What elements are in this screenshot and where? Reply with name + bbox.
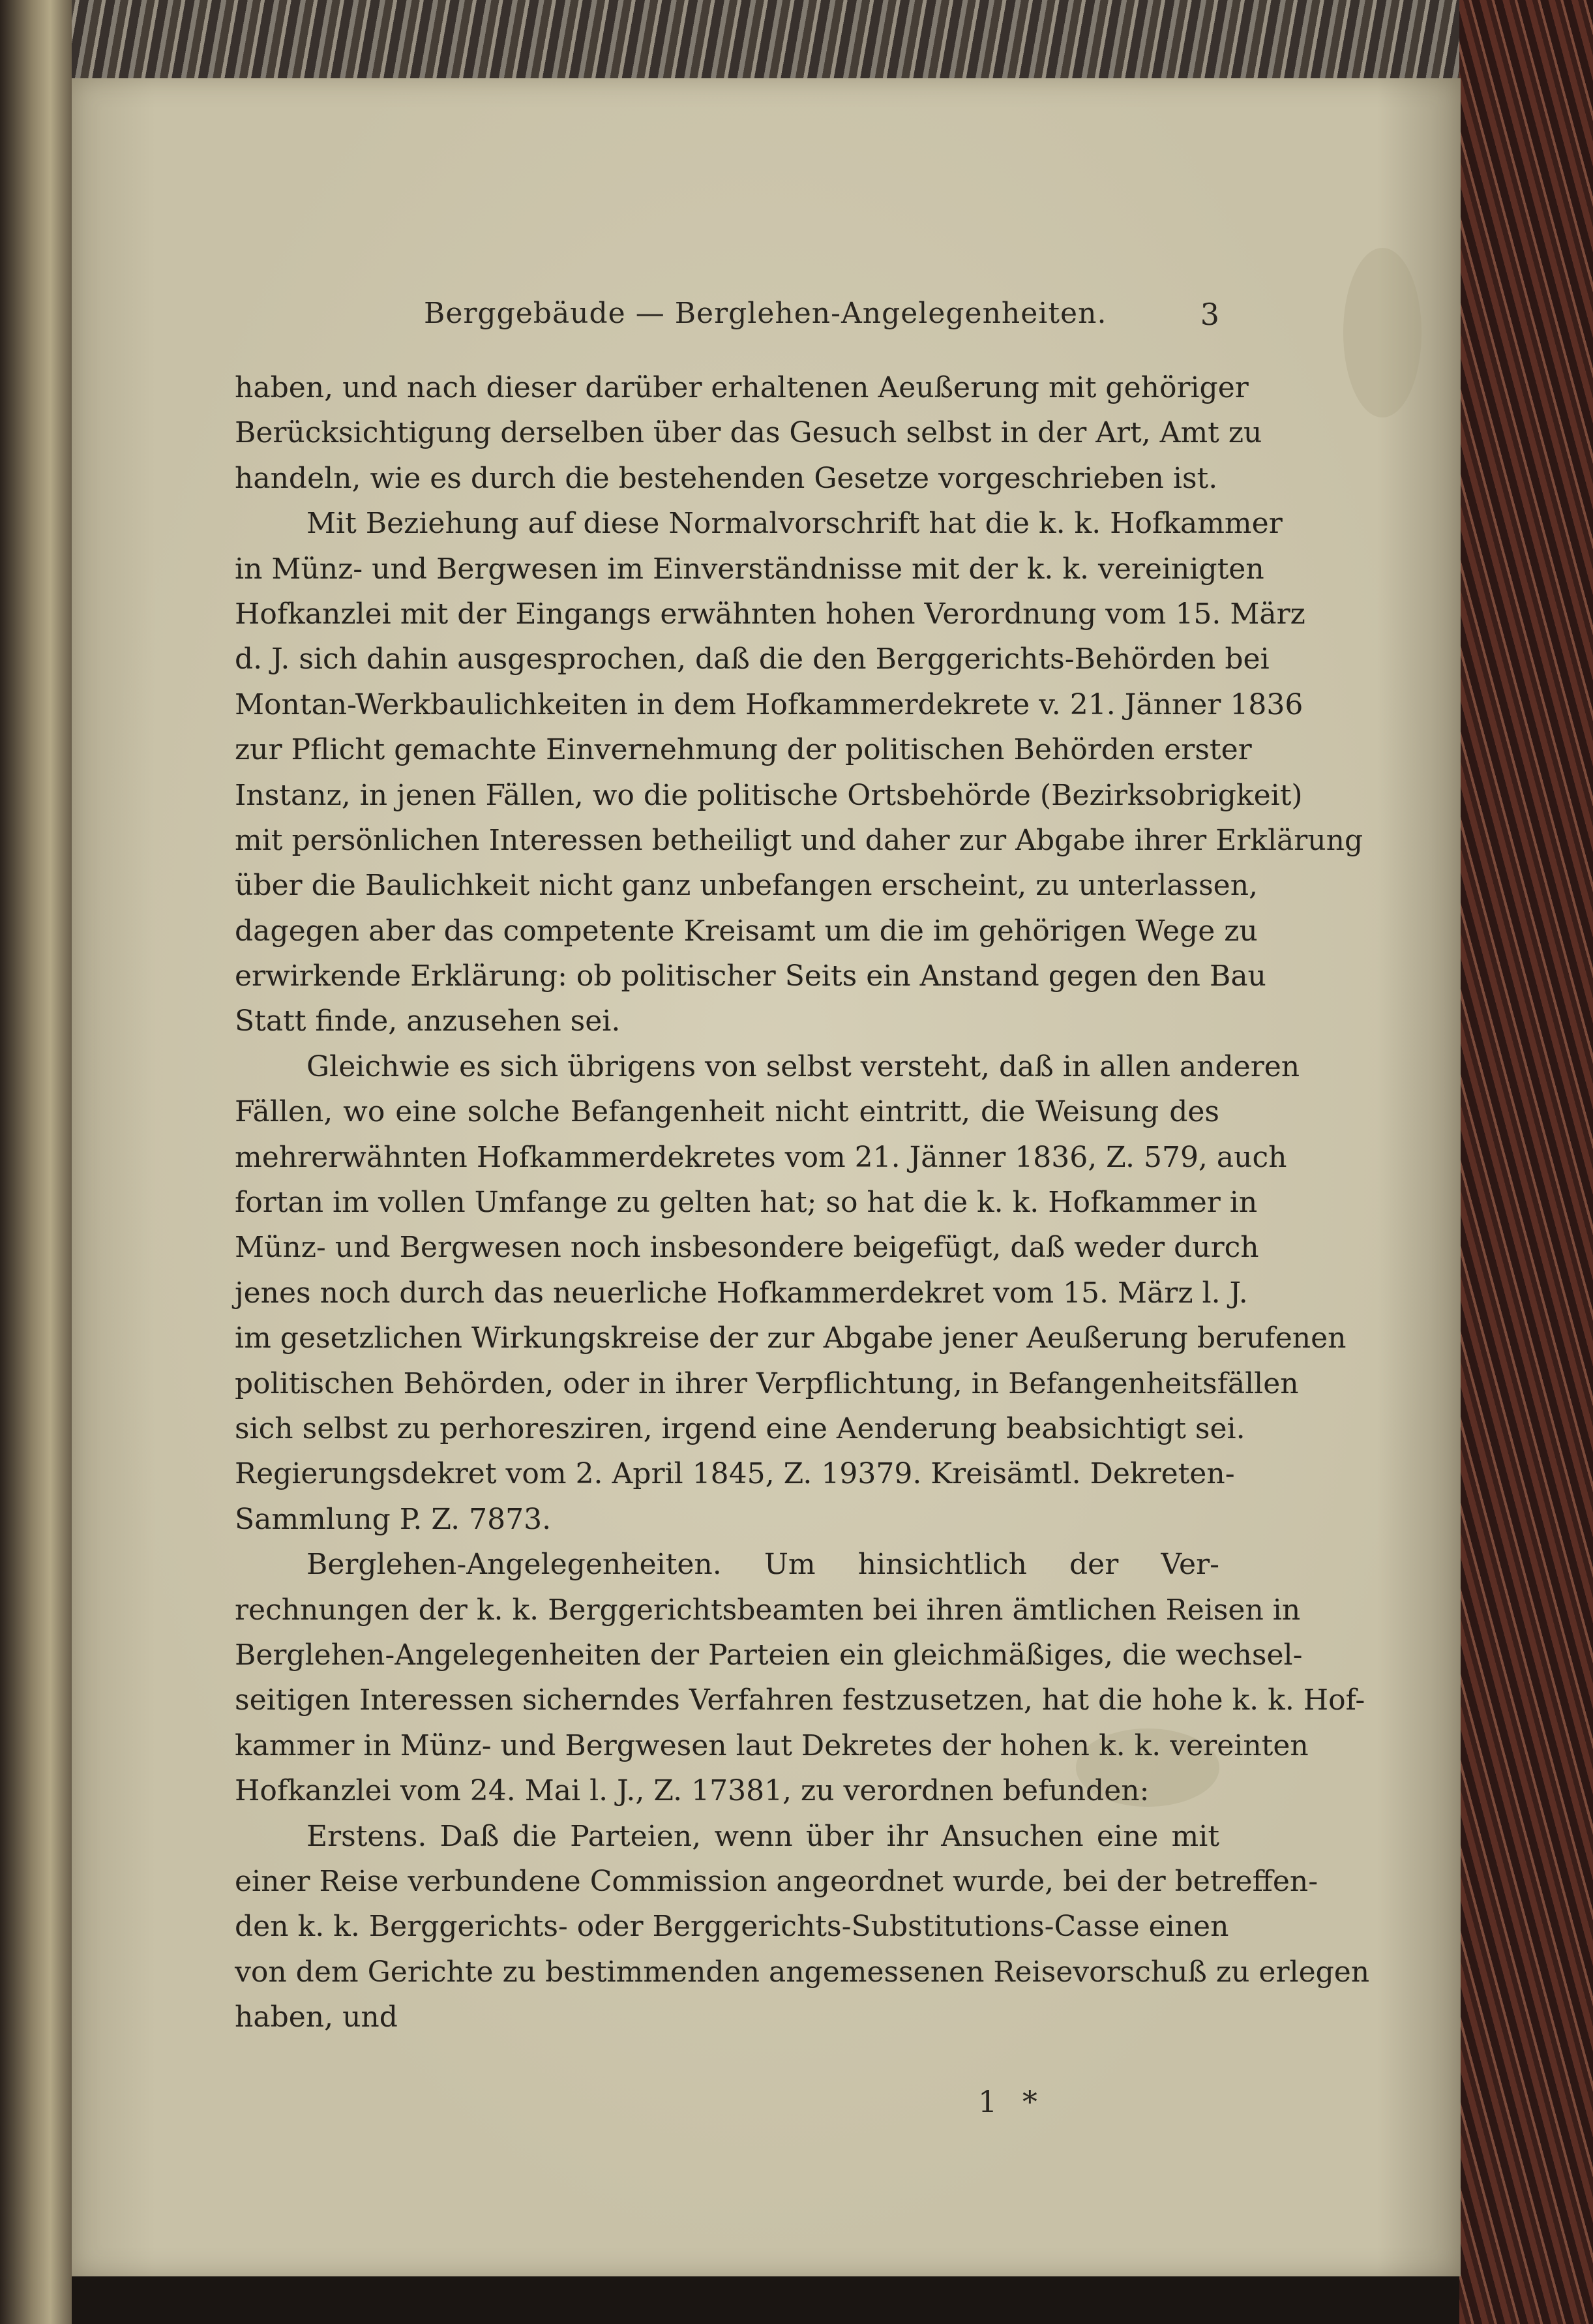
text-line: seitigen Interessen sicherndes Verfahren festzusetzen, hat die hohe k. k. Hof- — [235, 1683, 1365, 1717]
text-line: Fällen, wo eine solche Befangenheit nicht eintritt, die Weisung des — [235, 1095, 1219, 1129]
text-line: zur Pflicht gemachte Einvernehmung der politischen Behörden erster — [235, 733, 1252, 767]
text-line: Montan-Werkbaulichkeiten in dem Hofkammerdekrete v. 21. Jänner 1836 — [235, 687, 1303, 721]
text-line: in Münz- und Bergwesen im Einverständnisse mit der k. k. vereinigten — [235, 552, 1264, 586]
text-line: fortan im vollen Umfange zu gelten hat; so hat die k. k. Hofkammer in — [235, 1186, 1258, 1220]
text-line: den k. k. Berggerichts- oder Berggerichts-Substitutions-Casse einen — [235, 1910, 1229, 1944]
text-line: einer Reise verbundene Commission angeordnet wurde, bei der betreffen- — [235, 1864, 1318, 1898]
book-cover-edge — [1459, 0, 1593, 2324]
text-line: politischen Behörden, oder in ihrer Verpflichtung, in Befangenheitsfällen — [235, 1366, 1299, 1400]
running-head: Berggebäude — Berglehen-Angelegenheiten. — [424, 297, 1107, 330]
page-header — [235, 297, 1219, 336]
paper-stain — [1343, 248, 1422, 417]
text-line: Sammlung P. Z. 7873. — [235, 1502, 552, 1536]
text-line: jenes noch durch das neuerliche Hofkammerdekret vom 15. März l. J. — [235, 1276, 1248, 1310]
text-line: von dem Gerichte zu bestimmenden angemessenen Reisevorschuß zu erlegen — [235, 1955, 1370, 1989]
text-line: über die Baulichkeit nicht ganz unbefangen erscheint, zu unterlassen, — [235, 869, 1258, 903]
text-line: im gesetzlichen Wirkungskreise der zur Abgabe jener Aeußerung berufenen — [235, 1321, 1347, 1355]
text-line: Münz- und Bergwesen noch insbesondere beigefügt, daß weder durch — [235, 1231, 1259, 1265]
text-line: Mit Beziehung auf diese Normalvorschrift hat die k. k. Hofkammer — [306, 507, 1283, 541]
page-number: 3 — [1200, 297, 1219, 332]
text-line: Regierungsdekret vom 2. April 1845, Z. 19379. Kreisämtl. Dekreten- — [235, 1457, 1235, 1491]
text-line: haben, und — [235, 2000, 398, 2034]
text-line: handeln, wie es durch die bestehenden Gesetze vorgeschrieben ist. — [235, 461, 1218, 495]
text-line: Erstens. Daß die Parteien, wenn über ihr Ansuchen eine mit — [306, 1819, 1219, 1853]
text-line: Hofkanzlei mit der Eingangs erwähnten hohen Verordnung vom 15. März — [235, 597, 1305, 631]
text-line: kammer in Münz- und Bergwesen laut Dekretes der hohen k. k. vereinten — [235, 1728, 1309, 1762]
text-line: haben, und nach dieser darüber erhaltenen Aeußerung mit gehöriger — [235, 371, 1249, 404]
text-line: Hofkanzlei vom 24. Mai l. J., Z. 17381, zu verordnen befunden: — [235, 1774, 1150, 1808]
text-line: Gleichwie es sich übrigens von selbst versteht, daß in allen anderen — [306, 1049, 1300, 1083]
text-line: dagegen aber das competente Kreisamt um die im gehörigen Wege zu — [235, 914, 1258, 948]
text-line: mit persönlichen Interessen betheiligt und daher zur Abgabe ihrer Erklärung — [235, 823, 1363, 857]
text-line: Berglehen-Angelegenheiten der Parteien ein gleichmäßiges, die wechsel- — [235, 1638, 1303, 1672]
facing-page-edge — [0, 0, 72, 2324]
signature-mark: 1 * — [978, 2084, 1045, 2119]
text-line: mehrerwähnten Hofkammerdekretes vom 21. Jänner 1836, Z. 579, auch — [235, 1140, 1287, 1174]
text-line: d. J. sich dahin ausgesprochen, daß die den Berggerichts-Behörden bei — [235, 642, 1270, 676]
text-line: rechnungen der k. k. Berggerichtsbeamten bei ihren ämtlichen Reisen in — [235, 1593, 1301, 1627]
body-text — [235, 365, 1370, 2040]
text-line: Berücksichtigung derselben über das Gesuch selbst in der Art, Amt zu — [235, 416, 1262, 450]
text-line: erwirkende Erklärung: ob politischer Seits ein Anstand gegen den Bau — [235, 959, 1266, 993]
text-line: Statt finde, anzusehen sei. — [235, 1004, 621, 1038]
text-line: Instanz, in jenen Fällen, wo die politische Ortsbehörde (Bezirksobrigkeit) — [235, 778, 1303, 812]
text-line: sich selbst zu perhoresziren, irgend eine Aenderung beabsichtigt sei. — [235, 1411, 1245, 1445]
section-heading-line: Berglehen-Angelegenheiten. Um hinsichtlich der Ver- — [306, 1548, 1219, 1582]
